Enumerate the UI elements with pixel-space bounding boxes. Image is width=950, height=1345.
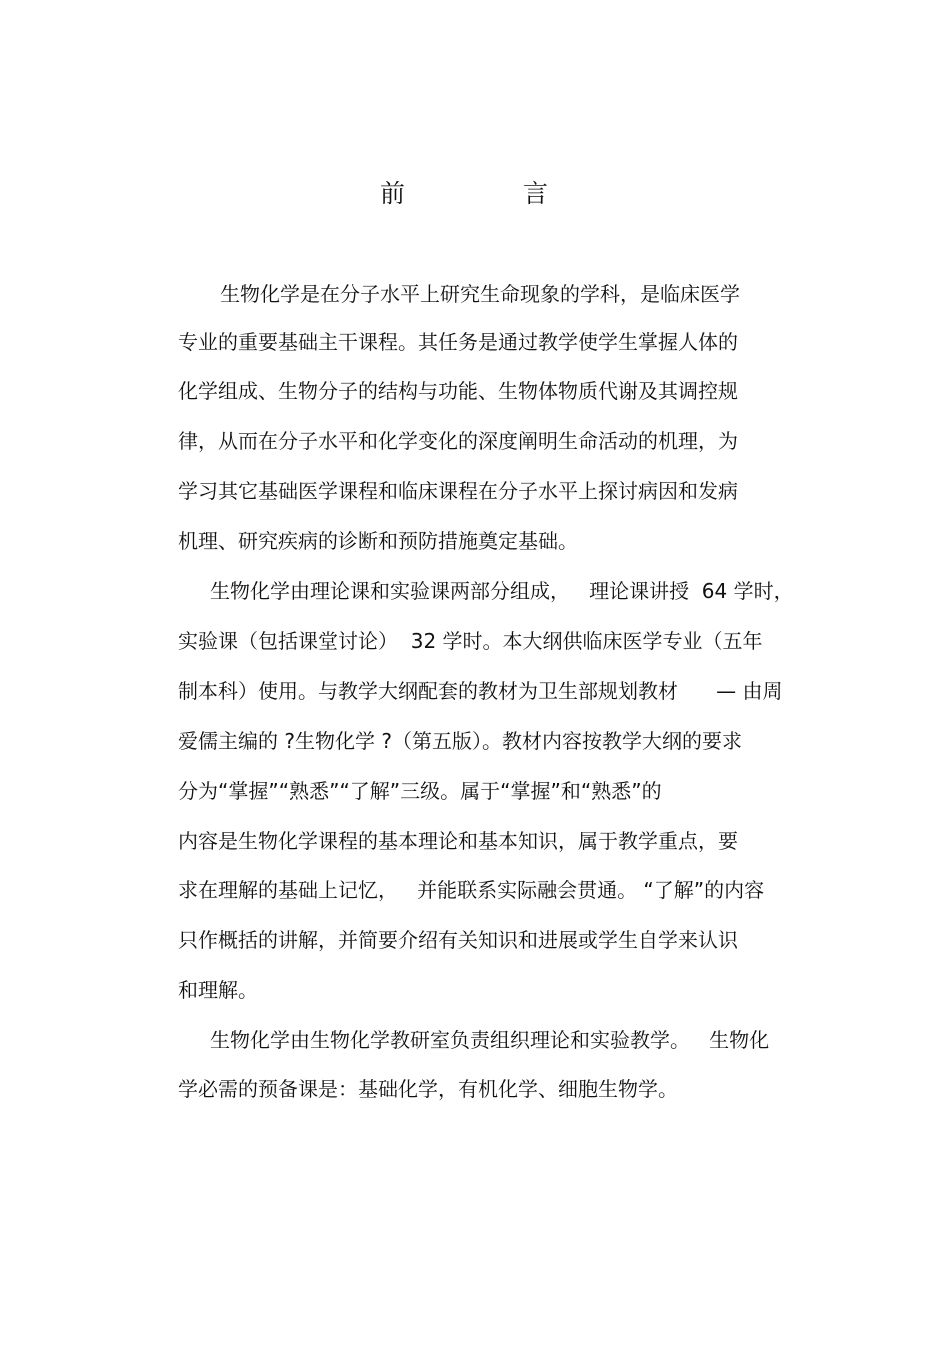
paragraph-2-line-7: 求在理解的基础上记忆， 并能联系实际融会贯通。 “了解”的内容 [178, 878, 765, 902]
paragraph-2-line-8: 只作概括的讲解，并简要介绍有关知识和进展或学生自学来认识 [178, 928, 738, 952]
paragraph-1-line-3: 化学组成、生物分子的结构与功能、生物体物质代谢及其调控规 [178, 379, 738, 403]
paragraph-1-line-5: 学习其它基础医学课程和临床课程在分子水平上探讨病因和发病 [178, 479, 738, 503]
paragraph-2-line-5: 分为“掌握”“熟悉”“了解”三级。属于“掌握”和“熟悉”的 [178, 779, 662, 803]
page-title: 前 言 [380, 179, 603, 208]
paragraph-1-line-2: 专业的重要基础主干课程。其任务是通过教学使学生掌握人体的 [178, 330, 738, 354]
paragraph-2-line-4: 爱儒主编的 ?生物化学 ?（第五版）。教材内容按教学大纲的要求 [178, 729, 742, 753]
paragraph-2-line-6: 内容是生物化学课程的基本理论和基本知识，属于教学重点，要 [178, 829, 738, 853]
paragraph-3-line-2: 学必需的预备课是：基础化学，有机化学、细胞生物学。 [178, 1077, 678, 1101]
paragraph-1-line-4: 律，从而在分子水平和化学变化的深度阐明生命活动的机理，为 [178, 429, 738, 453]
paragraph-2-line-2: 实验课（包括课堂讨论） 32 学时。本大纲供临床医学专业（五年 [178, 629, 763, 653]
paragraph-1-line-1: 生物化学是在分子水平上研究生命现象的学科，是临床医学 [220, 282, 740, 306]
paragraph-1-line-6: 机理、研究疾病的诊断和预防措施奠定基础。 [178, 529, 578, 553]
paragraph-2-line-9: 和理解。 [178, 978, 258, 1002]
paragraph-3-line-1: 生物化学由生物化学教研室负责组织理论和实验教学。 生物化 [210, 1028, 770, 1052]
paragraph-2-line-3: 制本科）使用。与教学大纲配套的教材为卫生部规划教材 — 由周 [178, 679, 783, 703]
paragraph-2-line-1: 生物化学由理论课和实验课两部分组成， 理论课讲授 64 学时， [210, 579, 794, 603]
